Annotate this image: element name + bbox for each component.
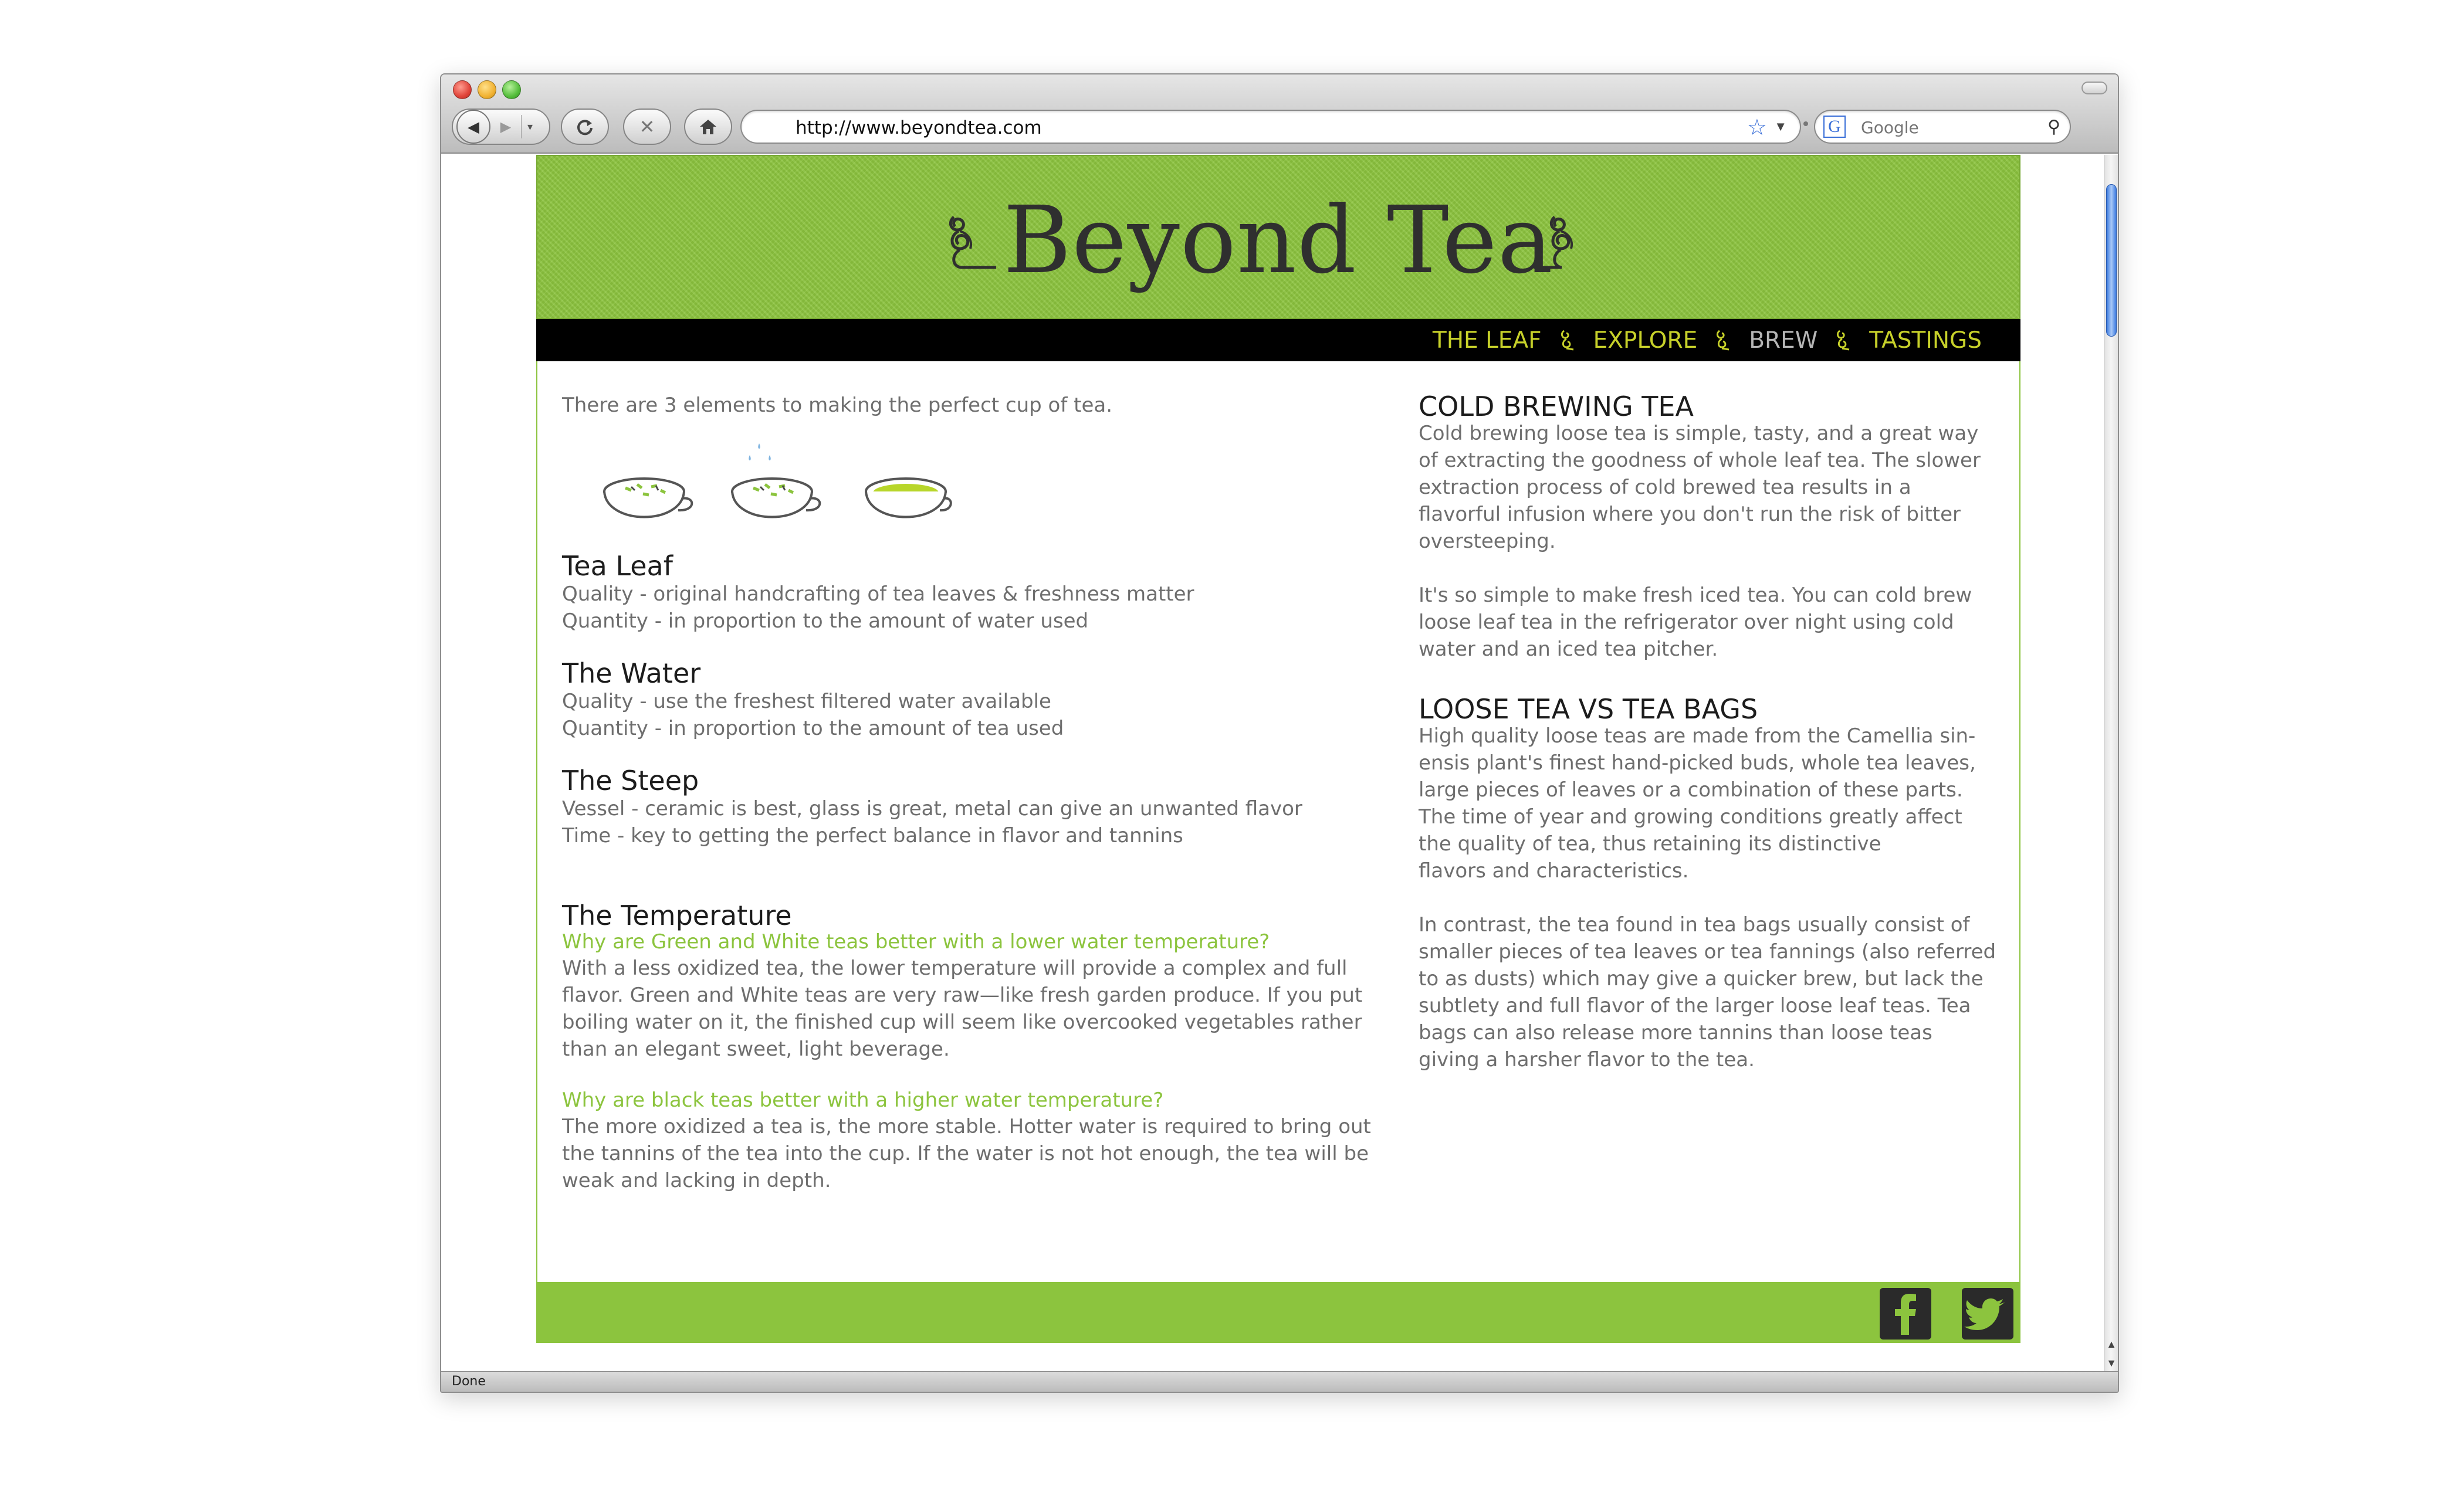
answer-black-tea-line: weak and lacking in depth. <box>562 1169 831 1192</box>
address-bar[interactable] <box>740 110 1801 144</box>
leaf-divider-icon <box>1559 328 1576 352</box>
reload-button[interactable] <box>561 108 609 145</box>
site-header <box>536 155 2020 319</box>
steep-vessel: Vessel - ceramic is best, glass is great, metal can give an unwanted flavor <box>562 797 1302 820</box>
stop-button[interactable] <box>623 108 671 145</box>
forward-arrow-icon[interactable]: ▶ <box>500 118 512 135</box>
cold-brewing-p1-line: of extracting the goodness of whole leaf tea. The slower <box>1419 449 1981 472</box>
loose-vs-bags-p1-line: The time of year and growing conditions greatly affect <box>1419 805 1962 829</box>
answer-green-white-line: than an elegant sweet, light beverage. <box>562 1037 950 1061</box>
answer-green-white-line: boiling water on it, the finished cup will seem like overcooked vegetables rather <box>562 1011 1362 1034</box>
status-bar <box>441 1371 2118 1392</box>
question-black-tea: Why are black teas better with a higher water temperature? <box>562 1089 1164 1112</box>
loose-vs-bags-p2-line: smaller pieces of tea leaves or tea fannings (also referred <box>1419 940 1996 964</box>
question-green-white: Why are Green and White teas better with a lower water temperature? <box>562 930 1270 954</box>
vertical-scrollbar[interactable] <box>2104 155 2118 1372</box>
tea-leaf-quantity: Quantity - in proportion to the amount of water used <box>562 609 1089 633</box>
magnifier-icon[interactable]: ⚲ <box>2047 117 2060 137</box>
loose-vs-bags-p1-line: High quality loose teas are made from the Camellia sin- <box>1419 724 1976 748</box>
site-title[interactable]: Beyond Tea <box>1003 186 1553 294</box>
answer-green-white-line: flavor. Green and White teas are very raw—like fresh garden produce. If you put <box>562 984 1363 1007</box>
heading-the-water: The Water <box>562 657 701 689</box>
heading-the-steep: The Steep <box>562 765 699 796</box>
star-icon[interactable]: ☆ <box>1747 116 1767 140</box>
loose-vs-bags-p1-line: ensis plant's finest hand-picked buds, whole tea leaves, <box>1419 751 1976 775</box>
tea-cups-illustration <box>602 438 954 543</box>
toolbar-toggle-button[interactable] <box>2081 82 2107 94</box>
history-navigation <box>452 108 550 145</box>
scroll-down-arrow-icon[interactable]: ▼ <box>2106 1357 2117 1369</box>
cold-brewing-p2-line: loose leaf tea in the refrigerator over night using cold <box>1419 611 1954 634</box>
water-quantity: Quantity - in proportion to the amount of tea used <box>562 717 1064 740</box>
loose-vs-bags-p2-line: to as dusts) which may give a quicker brew, but lack the <box>1419 967 1984 991</box>
answer-green-white-line: With a less oxidized tea, the lower temperature will provide a complex and full <box>562 957 1348 980</box>
loose-vs-bags-p1-line: large pieces of leaves or a combination of these parts. <box>1419 778 1963 802</box>
close-window-button[interactable] <box>453 80 472 99</box>
toolbar-separator <box>1803 121 1808 126</box>
home-button[interactable] <box>684 108 732 145</box>
main-content <box>536 361 2020 1282</box>
steep-time: Time - key to getting the perfect balance in flavor and tannins <box>562 824 1183 847</box>
loose-vs-bags-p1-line: the quality of tea, thus retaining its distinctive <box>1419 832 1881 856</box>
history-dropdown-icon[interactable]: ▾ <box>521 115 539 138</box>
tea-leaf-quality: Quality - original handcrafting of tea leaves & freshness matter <box>562 582 1194 606</box>
stop-icon: ✕ <box>639 116 655 137</box>
status-text: Done <box>452 1374 486 1389</box>
web-page <box>536 155 2020 1328</box>
cold-brewing-p1-line: Cold brewing loose tea is simple, tasty, and a great way <box>1419 422 1979 445</box>
answer-black-tea-line: the tannins of the tea into the cup. If the water is not hot enough, the tea will be <box>562 1142 1369 1165</box>
twitter-icon[interactable] <box>1962 1288 2013 1340</box>
answer-black-tea-line: The more oxidized a tea is, the more stable. Hotter water is required to bring out <box>562 1115 1371 1138</box>
scroll-up-arrow-icon[interactable]: ▲ <box>2106 1338 2117 1350</box>
leaf-divider-icon <box>1715 328 1731 352</box>
nav-the-leaf[interactable]: THE LEAF <box>1432 327 1542 354</box>
heading-tea-leaf: Tea Leaf <box>562 550 673 582</box>
facebook-glyph <box>1880 1288 1931 1340</box>
heading-the-temperature: The Temperature <box>562 900 792 931</box>
nav-explore[interactable]: EXPLORE <box>1593 327 1698 354</box>
loose-vs-bags-p2-line: In contrast, the tea found in tea bags usually consist of <box>1419 913 1970 937</box>
heading-cold-brewing: COLD BREWING TEA <box>1419 391 1694 422</box>
cup-brewed-tea-icon <box>866 479 951 517</box>
browser-window <box>440 73 2119 1393</box>
home-icon <box>698 117 718 136</box>
leaf-divider-icon <box>1835 328 1852 352</box>
reload-icon <box>575 117 595 137</box>
intro-text: There are 3 elements to making the perfect cup of tea. <box>562 394 1113 417</box>
address-url[interactable]: http://www.beyondtea.com <box>796 117 1042 138</box>
nav-brew[interactable]: BREW <box>1749 327 1818 354</box>
loose-vs-bags-p2-line: bags can also release more tannins than loose teas <box>1419 1021 1932 1045</box>
tea-leaf-logo-icon <box>1529 210 1588 274</box>
loose-vs-bags-p1-line: flavors and characteristics. <box>1419 859 1689 883</box>
browser-toolbar <box>441 74 2118 154</box>
search-input[interactable] <box>1861 117 2037 138</box>
scrollbar-thumb[interactable] <box>2106 184 2117 337</box>
search-bar[interactable] <box>1814 110 2071 144</box>
loose-vs-bags-p2-line: giving a harsher flavor to the tea. <box>1419 1048 1755 1071</box>
cold-brewing-p1-line: flavorful infusion where you don't run the risk of bitter <box>1419 503 1961 526</box>
cold-brewing-p1-line: oversteeping. <box>1419 530 1556 553</box>
zoom-window-button[interactable] <box>502 80 521 99</box>
cold-brewing-p2-line: water and an iced tea pitcher. <box>1419 638 1718 661</box>
loose-vs-bags-p2-line: subtlety and full flavor of the larger loose leaf teas. Tea <box>1419 994 1971 1018</box>
cold-brewing-p2-line: It's so simple to make fresh iced tea. You can cold brew <box>1419 584 1972 607</box>
cup-water-drops-icon <box>732 443 820 517</box>
search-engine-icon[interactable]: G <box>1823 116 1846 138</box>
heading-loose-vs-bags: LOOSE TEA VS TEA BAGS <box>1419 693 1758 725</box>
cold-brewing-p1-line: extraction process of cold brewed tea results in a <box>1419 476 1911 499</box>
address-dropdown-icon[interactable]: ▼ <box>1774 119 1787 134</box>
cup-dry-leaves-icon <box>604 479 692 517</box>
twitter-bird-glyph <box>1962 1288 2013 1340</box>
site-footer <box>536 1282 2020 1343</box>
water-quality: Quality - use the freshest filtered water available <box>562 690 1051 713</box>
main-navigation <box>536 319 2020 361</box>
back-arrow-icon[interactable]: ◀ <box>456 110 490 144</box>
nav-tastings[interactable]: TASTINGS <box>1869 327 1982 354</box>
facebook-icon[interactable] <box>1880 1288 1931 1340</box>
page-viewport <box>441 155 2106 1372</box>
minimize-window-button[interactable] <box>478 80 496 99</box>
